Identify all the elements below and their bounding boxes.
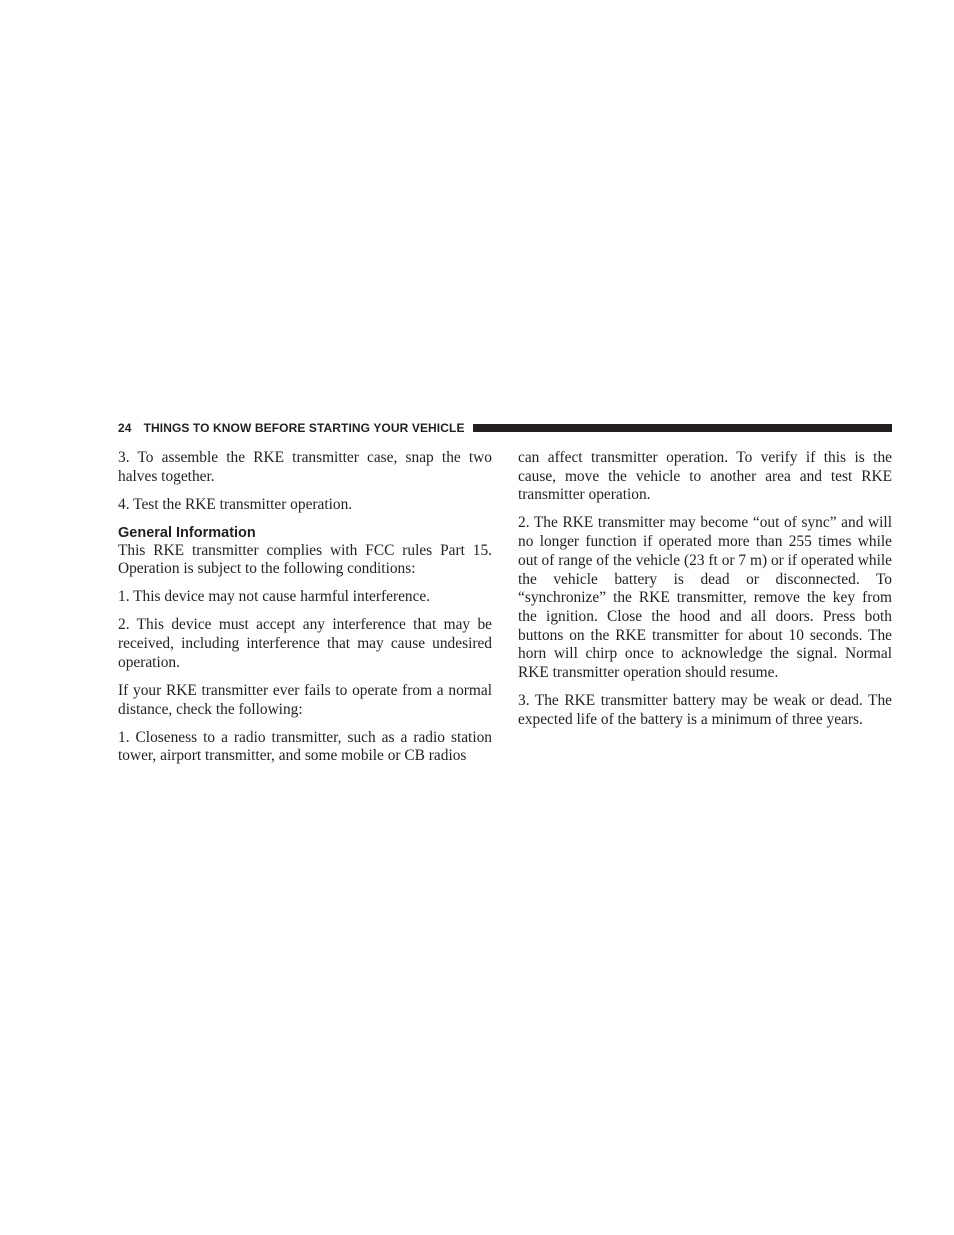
paragraph-check-1: 1. Closeness to a radio transmitter, such as a radio station tower, airport transmitter, and some mobile or CB radios (118, 728, 492, 765)
paragraph-test-operation: 4. Test the RKE transmitter operation. (118, 495, 353, 513)
paragraph-assemble-case: 3. To assemble the RKE transmitter case, snap the two halves together. (118, 449, 492, 485)
paragraph-check-2: 2. The RKE transmitter may become “out of sync” and will no longer function if operated more than 255 times while out of range of the vehicle (23 ft or 7 m) or if operated while the vehicle battery is dead or disconnected. To “synchronize” the RKE transmitter, remove the key from the ignition. Close the hood and all doors. Press both buttons on the RKE transmitter for about 10 seconds. The horn will chirp once to acknowledge the signal. Normal RKE transmitter operation should resume. (518, 514, 892, 682)
paragraph-troubleshoot-intro: If your RKE transmitter ever fails to operate from a normal distance, check the following: (118, 681, 492, 718)
page-header (118, 419, 892, 437)
paragraph-check-1-continued: can affect transmitter operation. To verify if this is the cause, move the vehicle to another area and test RKE transmitter operation. (518, 449, 892, 504)
section-title: THINGS TO KNOW BEFORE STARTING YOUR VEHICLE (143, 421, 465, 435)
paragraph-condition-1: 1. This device may not cause harmful interference. (118, 588, 431, 606)
left-column (118, 449, 492, 775)
paragraph-condition-2: 2. This device must accept any interference that may be received, including interference that may cause undesired operation. (118, 616, 492, 671)
right-column (518, 449, 892, 739)
paragraph-check-3: 3. The RKE transmitter battery may be weak or dead. The expected life of the battery is a minimum of three years. (518, 692, 892, 728)
paragraph-fcc-compliance: This RKE transmitter complies with FCC rules Part 15. Operation is subject to the following conditions: (118, 541, 492, 578)
section-heading-general-information: General Information (118, 524, 256, 541)
page-number: 24 (118, 421, 132, 435)
header-rule (473, 424, 892, 432)
